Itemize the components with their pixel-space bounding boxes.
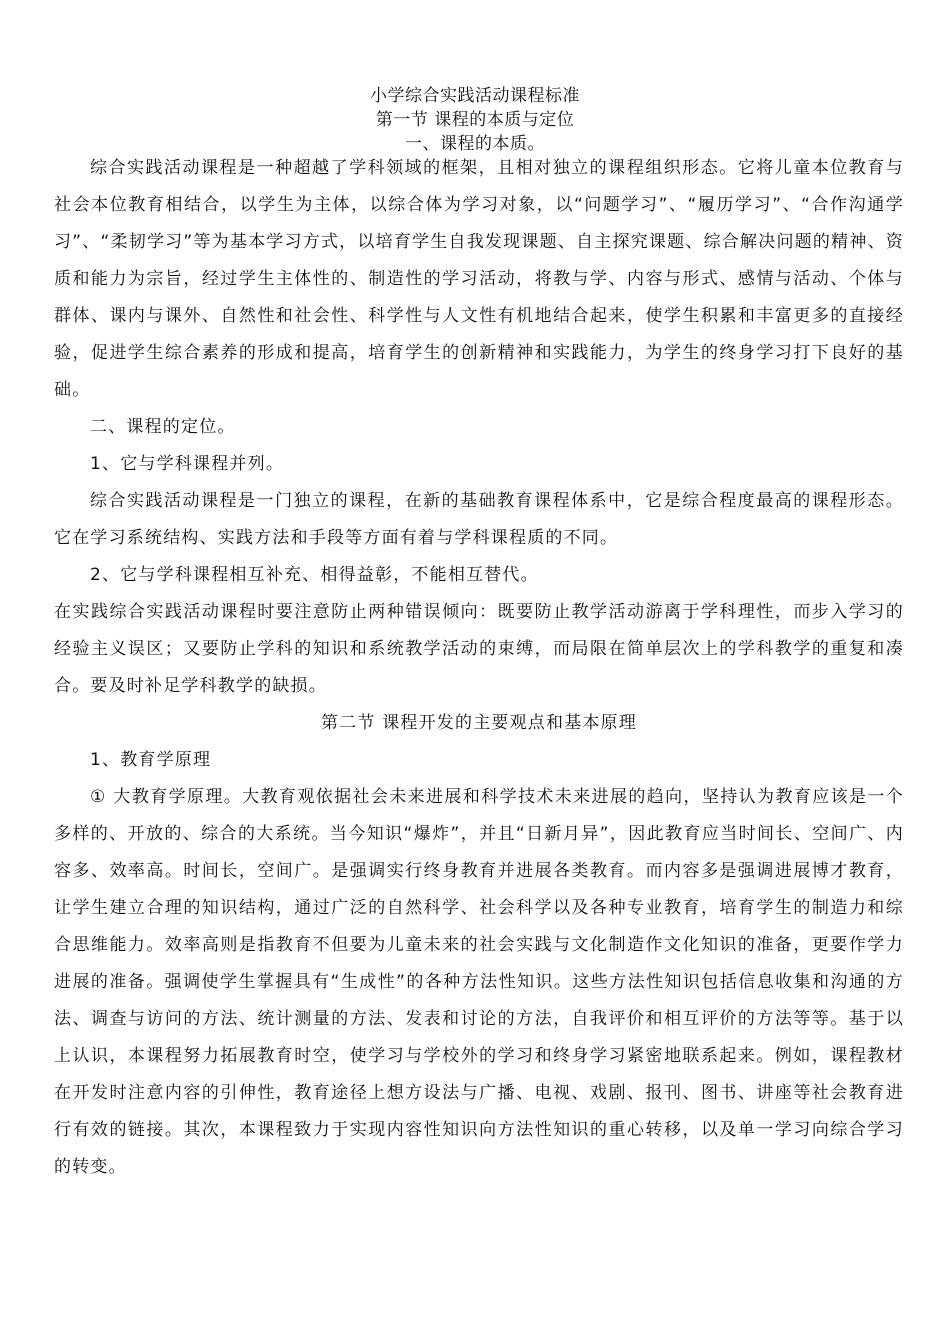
section-heading: 第一节 课程的本质与定位 [375, 110, 575, 130]
paragraph: 综合实践活动课程是一种超越了学科领域的框架，且相对独立的课程组织形态。它将儿童本位教育与社会本位教育相结合，以学生为主体，以综合体为学习对象，以“问题学习”、“履历学习”、“合作沟通学习”、“柔韧学习”等为基本学习方式，以培育学生自我发现课题、自主探究课题、综合解决问题的精神、资质和能力为宗旨，经过学生主体性的、制造性的学习活动，将教与学、内容与形式、感情与活动、个体与群体、课内与课外、自然性和社会性、科学性与人文性有机地结合起来，使学生积累和丰富更多的直接经验，促进学生综合素养的形成和提高，培育学生的创新精神和实践能力，为学生的终身学习打下良好的基础。 [54, 158, 904, 400]
document-header [0, 84, 950, 156]
document-body [54, 150, 904, 1186]
subheading: 一、课程的本质。 [405, 134, 545, 154]
paragraph: 综合实践活动课程是一门独立的课程，在新的基础教育课程体系中，它是综合程度最高的课程形态。它在学习系统结构、实践方法和手段等方面有着与学科课程质的不同。 [54, 491, 904, 548]
paragraph-heading: 二、课程的定位。 [90, 417, 236, 437]
paragraph-heading: 1、教育学原理 [90, 750, 212, 770]
paragraph-heading: 2、它与学科课程相互补充、相得益彰，不能相互替代。 [90, 565, 539, 585]
paragraph: ① 大教育学原理。大教育观依据社会未来进展和科学技术未来进展的趋向，坚持认为教育应该是一个多样的、开放的、综合的大系统。当今知识“爆炸”，并且“日新月异”，因此教育应当时间长、空间广、内容多、效率高。时间长，空间广。是强调实行终身教育并进展各类教育。而内容多是强调进展博才教育，让学生建立合理的知识结构，通过广泛的自然科学、社会科学以及各种专业教育，培育学生的制造力和综合思维能力。效率高则是指教育不但要为儿童未来的社会实践与文化制造作文化知识的准备，更要作学力进展的准备。强调使学生掌握具有“生成性”的各种方法性知识。这些方法性知识包括信息收集和沟通的方法、调查与访问的方法、统计测量的方法、发表和讨论的方法，自我评价和相互评价的方法等等。基于以上认识，本课程努力拓展教育时空，使学习与学校外的学习和终身学习紧密地联系起来。例如，课程教材在开发时注意内容的引伸性，教育途径上想方设法与广播、电视、戏剧、报刊、图书、讲座等社会教育进行有效的链接。其次，本课程致力于实现内容性知识向方法性知识的重心转移，以及单一学习向综合学习的转变。 [54, 787, 904, 1177]
section-heading: 第二节 课程开发的主要观点和基本原理 [320, 713, 637, 733]
paragraph-heading: 1、它与学科课程并列。 [90, 454, 285, 474]
paragraph: 在实践综合实践活动课程时要注意防止两种错误倾向：既要防止教学活动游离于学科理性，而步入学习的经验主义误区；又要防止学科的知识和系统教学活动的束缚，而局限在简单层次上的学科教学的重复和凑合。要及时补足学科教学的缺损。 [54, 602, 904, 696]
document-title: 小学综合实践活动课程标准 [370, 86, 580, 106]
